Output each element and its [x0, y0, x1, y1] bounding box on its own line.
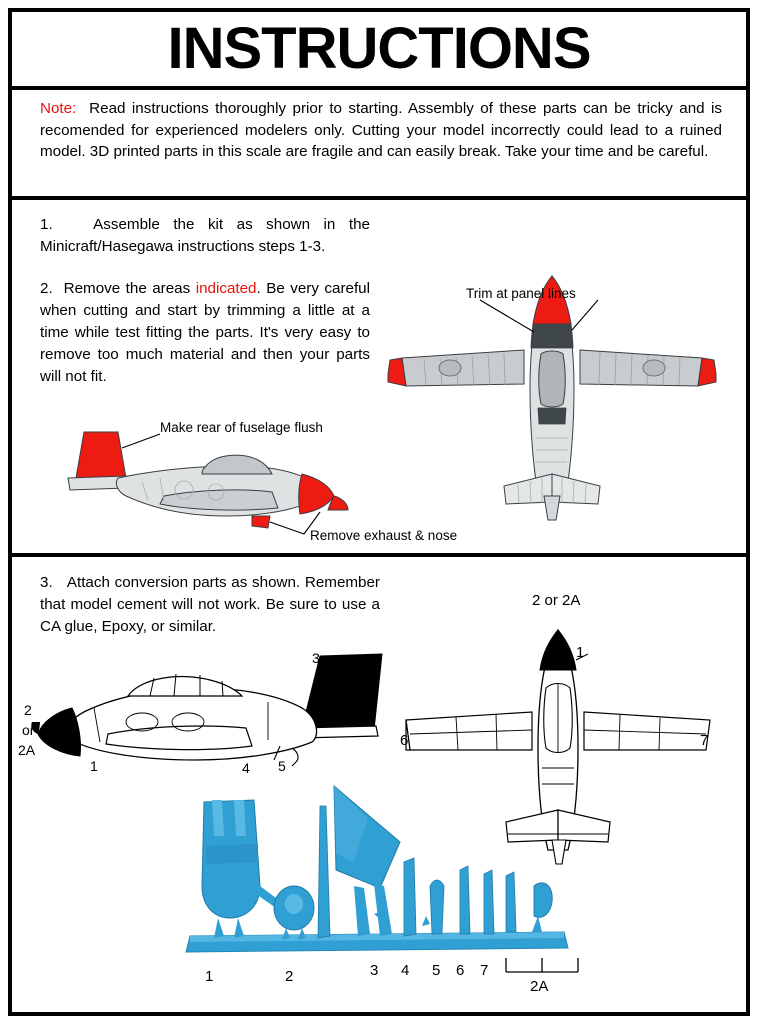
- sprue-2a-bracket: [502, 956, 582, 976]
- step-2-text-after: . Be very careful when cutting and start by trimming a little at a time while test fitting the parts. It's very easy to remove too much material and then your parts will not fit.: [40, 280, 370, 386]
- callout-trim-panel-lines: Trim at panel lines: [466, 286, 576, 301]
- note-text: Read instructions thoroughly prior to starting. Assembly of these parts can be tricky and is recomended for experienced modelers only. Cutting your model incorrectly could lead to a ruined model. 3D printed parts in this scale are fragile and can easily break. Take your time and be careful.: [40, 100, 722, 161]
- step-2: [40, 278, 370, 388]
- sprue-part-6: 6: [456, 962, 465, 979]
- note-block: [40, 98, 722, 163]
- resin-sprue-illustration: [168, 766, 586, 962]
- divider-2: [12, 196, 746, 200]
- callout-rear-fuselage-flush: Make rear of fuselage flush: [160, 420, 323, 435]
- topview-part-1: 1: [576, 644, 585, 661]
- topview-part-7: 7: [700, 732, 709, 749]
- sideview-part-1: 1: [90, 758, 98, 774]
- step-2-number: 2.: [40, 280, 53, 297]
- step-1-text: Assemble the kit as shown in the Minicraft/Hasegawa instructions steps 1-3.: [40, 216, 370, 256]
- sprue-part-5: 5: [432, 962, 441, 979]
- callout-remove-exhaust-nose: Remove exhaust & nose: [310, 528, 458, 543]
- step-3-number: 3.: [40, 574, 53, 591]
- sideview-part-4: 4: [242, 760, 250, 776]
- page-title-text: INSTRUCTIONS: [167, 16, 591, 81]
- topview-part-2-or-2a: 2 or 2A: [532, 592, 581, 609]
- sideview-part-3: 3: [312, 650, 320, 666]
- step-2-text-before: Remove the areas: [63, 280, 196, 297]
- sideview-part-or: or: [22, 722, 35, 738]
- divider-3: [12, 553, 746, 557]
- step-2-highlight: indicated: [195, 280, 257, 297]
- sprue-part-2a: 2A: [530, 978, 549, 995]
- sprue-part-4: 4: [401, 962, 410, 979]
- sprue-part-7: 7: [480, 962, 489, 979]
- page-title: [12, 12, 746, 86]
- divider-1: [12, 86, 746, 90]
- sideview-part-2: 2: [24, 702, 32, 718]
- sprue-part-1: 1: [205, 968, 214, 985]
- sprue-part-3: 3: [370, 962, 379, 979]
- sprue-part-2: 2: [285, 968, 294, 985]
- step-1-number: 1.: [40, 216, 53, 233]
- sideview-part-5: 5: [278, 758, 286, 774]
- topview-part-6: 6: [400, 732, 409, 749]
- conversion-side-view-illustration: [30, 648, 390, 778]
- note-label: Note:: [40, 100, 77, 117]
- step-3-text: Attach conversion parts as shown. Remember that model cement will not work. Be sure to use a CA glue, Epoxy, or similar.: [40, 574, 380, 636]
- step-1: [40, 214, 370, 258]
- step-3: [40, 572, 380, 638]
- sideview-part-2a: 2A: [18, 742, 36, 758]
